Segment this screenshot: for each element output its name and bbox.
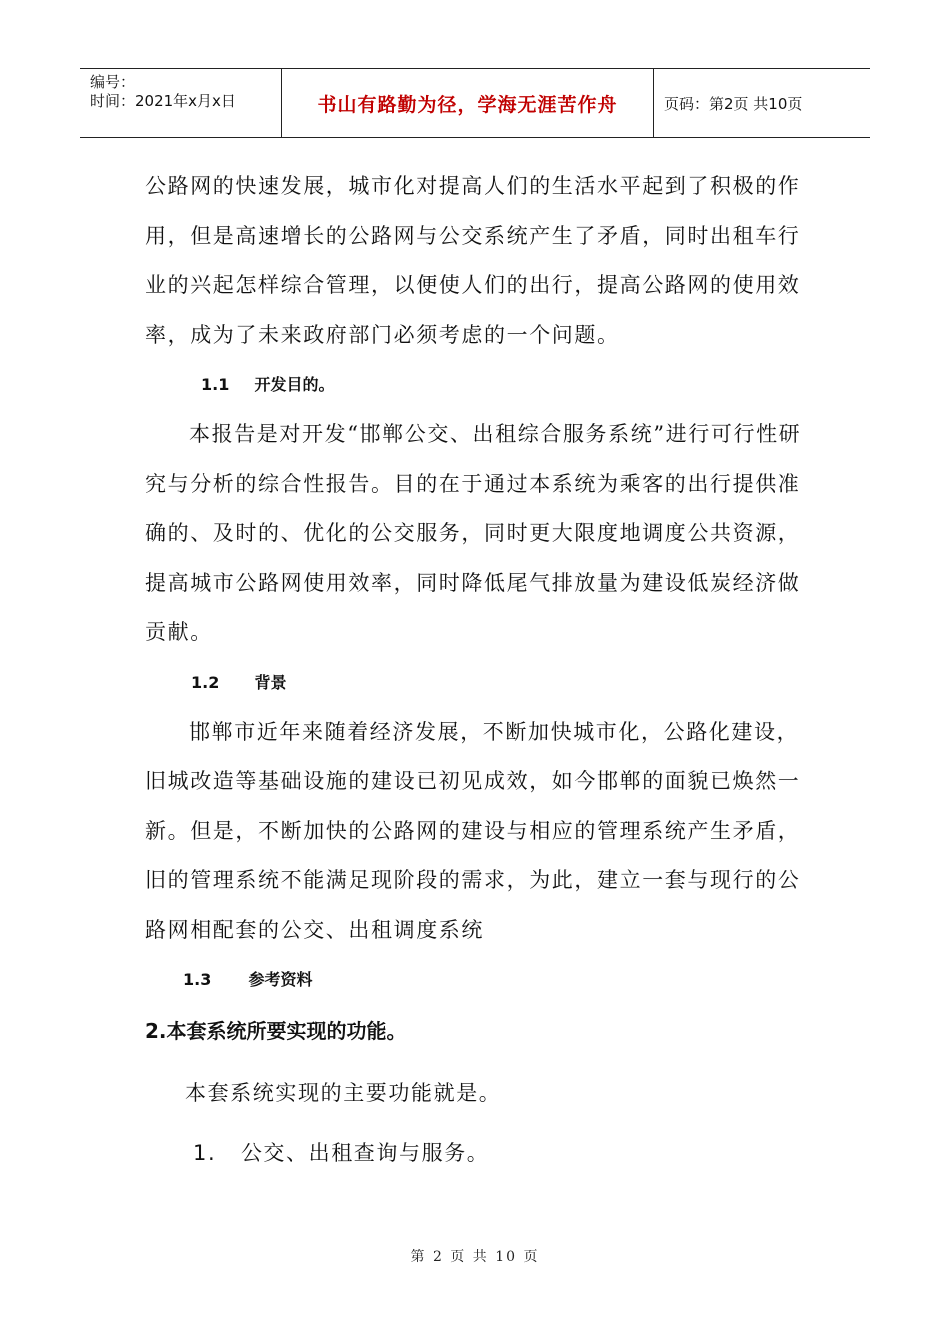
- number-label: 编号：: [90, 73, 136, 91]
- section-number: 1.3: [183, 970, 212, 989]
- header-motto: 书山有路勤为径，学海无涯苦作舟: [282, 69, 654, 137]
- paragraph-intro: 公路网的快速发展，城市化对提高人们的生活水平起到了积极的作用，但是高速增长的公路网与公交系统产生了矛盾，同时出租车行业的兴起怎样综合管理，以便使人们的出行，提高公路网的使用效率，成为了未来政府部门必须考虑的一个问题。: [145, 174, 801, 347]
- list-item-text: 公交、出租查询与服务。: [240, 1140, 490, 1165]
- section-1-1-heading: [145, 360, 815, 410]
- paragraph-purpose: 本报告是对开发“邯郸公交、出租综合服务系统”进行可行性研究与分析的综合性报告。目的在于通过本系统为乘客的出行提供准确的、及时的、优化的公交服务，同时更大限度地调度公共资源，提高城市公路网使用效率，同时降低尾气排放量为建设低炭经济做贡献。: [145, 422, 802, 644]
- section-title: 背景: [254, 672, 287, 692]
- list-item-number: 1.: [193, 1140, 217, 1165]
- document-body: [145, 162, 815, 1178]
- paragraph-background: 邯郸市近年来随着经济发展，不断加快城市化，公路化建设，旧城改造等基础设施的建设已初见成效，如今邯郸的面貌已焕然一新。但是，不断加快的公路网的建设与相应的管理系统产生矛盾，旧的管理系统不能满足现阶段的需求，为此，建立一套与现行的公路网相配套的公交、出租调度系统: [145, 719, 801, 942]
- list-item: [145, 1129, 815, 1179]
- header-table: [80, 68, 870, 138]
- section-number: 1.2: [191, 672, 220, 692]
- section-1-2-heading: [145, 658, 815, 708]
- section-number: 1.1: [201, 375, 230, 394]
- section-1-3-heading: [145, 955, 815, 1005]
- paragraph-functions: 本套系统实现的主要功能就是。: [185, 1081, 502, 1105]
- header-meta: [80, 69, 282, 137]
- section-title: 开发目的。: [254, 375, 335, 394]
- time-label: 时间：2021年x月x日: [90, 92, 236, 110]
- chapter-2-heading: 2.本套系统所要实现的功能。: [145, 1019, 407, 1043]
- section-title: 参考资料: [248, 970, 313, 989]
- header-page-info: 页码：第2页 共10页: [664, 94, 803, 113]
- page-footer: 第 2 页 共 10 页: [410, 1249, 540, 1265]
